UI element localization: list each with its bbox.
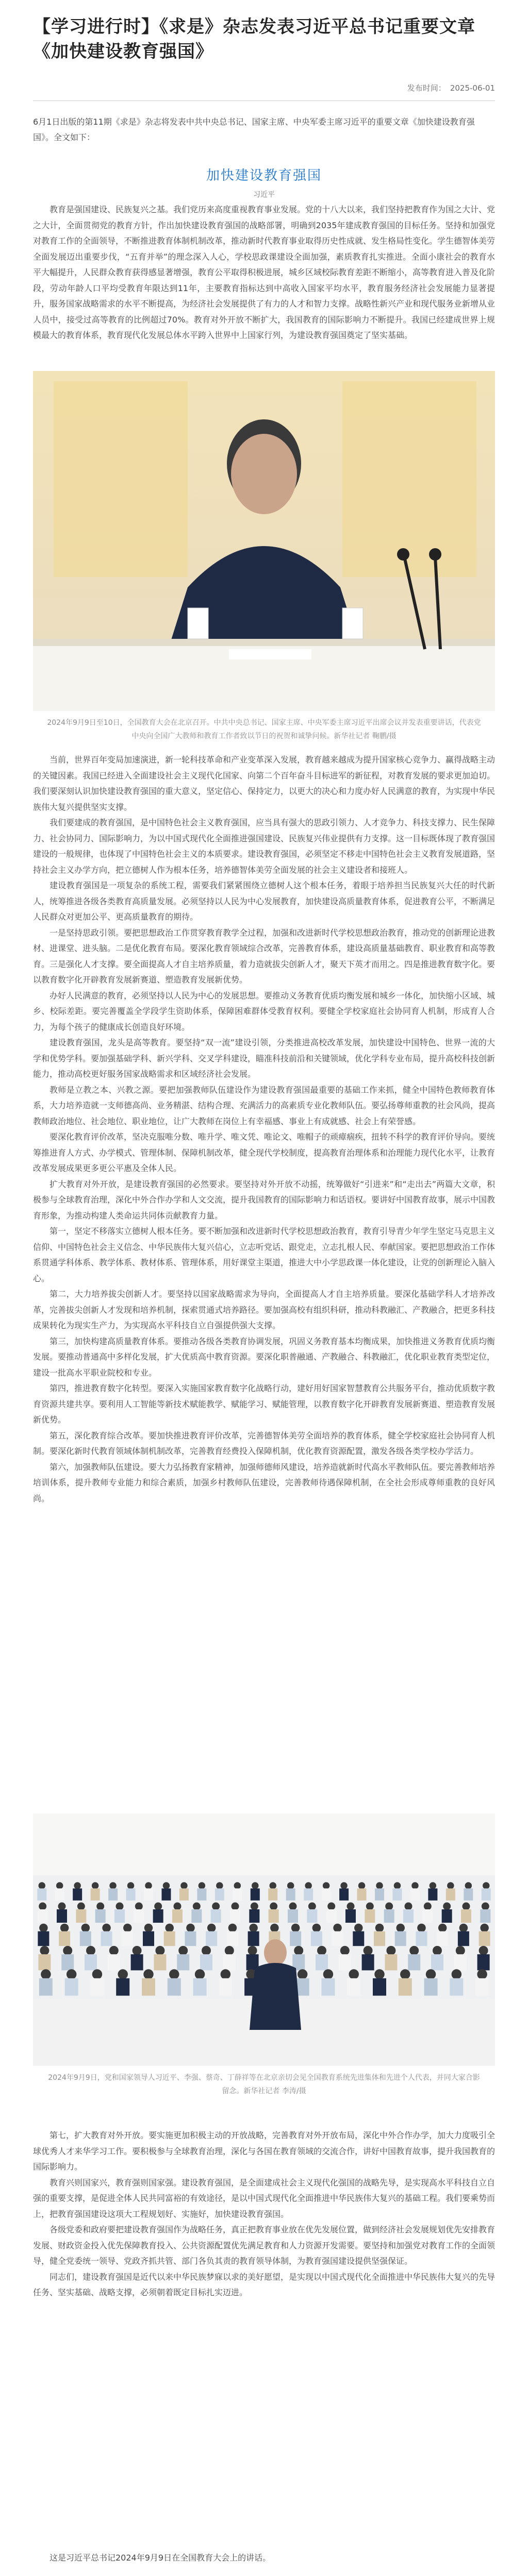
body-paragraph: 我们要建成的教育强国，是中国特色社会主义教育强国，应当具有强大的思政引领力、人才竞争力、科技支撑力、民生保障力、社会协同力、国际影响力，为以中国式现代化全面推进强国建设、民族复兴伟业提供有力支撑。这一目标既体现了教育强国建设的一般规律，也体现了中国特色社会主义的本质要求。建设教育强国，必须坚定不移走中国特色社会主义教育发展道路，坚持社会主义办学方向，把立德树人作为根本任务，培养德智体美劳全面发展的社会主义建设者和接班人。 — [33, 818, 496, 875]
body-paragraph: 扩大教育对外开放，是建设教育强国的必然要求。要坚持对外开放不动摇，统筹做好“引进来”和“走出去”两篇大文章，积极参与全球教育治理，深化中外合作办学和人文交流，提升我国教育的国际影响力和话语权。要讲好中国教育故事，展示中国教育形象，为推动构建人类命运共同体贡献教育力量。 — [33, 1179, 496, 1221]
footer-note: 这是习近平总书记2024年9月9日在全国教育大会上的讲话。 — [50, 2553, 271, 2563]
body-paragraph: 一是坚持思政引领。要把思想政治工作贯穿教育教学全过程，加强和改进新时代学校思想政治教育，推动党的创新理论进教材、进课堂、进头脑。二是优化教育布局。要深化教育领域综合改革，完善教育体系，建设高质量基础教育、职业教育和高等教育。三是强化人才支撑。要全面提高人才自主培养质量，着力造就拔尖创新人才，聚天下英才而用之。四是推进教育数字化。要以教育数字化开辟教育发展新赛道、塑造教育发展新优势。 — [33, 927, 496, 985]
body-paragraph: 第一，坚定不移落实立德树人根本任务。要不断加强和改进新时代学校思想政治教育，教育引导青少年学生坚定马克思主义信仰、中国特色社会主义信念、中华民族伟大复兴信心，立志听党话、跟党走，立志扎根人民、奉献国家。要把思想政治工作体系贯通学科体系、教学体系、教材体系、管理体系，用好课堂主渠道，推进大中小学思政课一体化建设，让党的创新理论入脑入心。 — [33, 1226, 496, 1283]
body-section-3 — [33, 2128, 495, 2301]
article-author: 习近平 — [253, 191, 275, 199]
photo-1-block — [33, 371, 495, 743]
photo-2-caption: 2024年9月9日，党和国家领导人习近平、李强、蔡奇、丁薛祥等在北京亲切会见全国教育系统先进集体和先进个人代表，并同大家合影留念。新华社记者 李涛/摄 — [48, 2074, 480, 2095]
publish-meta — [33, 82, 495, 93]
body-paragraph: 教育兴则国家兴，教育强则国家强。建设教育强国，是全面建成社会主义现代化强国的战略先导，是实现高水平科技自立自强的重要支撑，是促进全体人民共同富裕的有效途径，是以中国式现代化全面推进中华民族伟大复兴的基础工程。我们要乘势而上，把教育强国建设这项大工程规划好、实施好，加快建设教育强国。 — [33, 2177, 496, 2219]
photo-1-image — [33, 371, 495, 711]
photo-1 — [33, 371, 495, 711]
body-section-2 — [33, 752, 495, 1506]
body-paragraph: 第二，大力培养拔尖创新人才。要坚持以国家战略需求为导向，全面提高人才自主培养质量。要深化基础学科人才培养改革，完善拔尖创新人才发现和培养机制，探索贯通式培养路径。要加强高校有组织科研，推动科教融汇、产教融合，把更多科技成果转化为现实生产力，为实现高水平科技自立自强提供强大支撑。 — [33, 1289, 496, 1330]
body-section-1 — [33, 202, 495, 344]
body-paragraph: 各级党委和政府要把建设教育强国作为战略任务，真正把教育事业放在优先发展位置，做到经济社会发展规划优先安排教育发展、财政资金投入优先保障教育投入、公共资源配置优先满足教育和人力资源开发需要。要坚持和加强党对教育工作的全面领导，健全党委统一领导、党政齐抓共管、部门各负其责的教育领导体制，为教育强国建设提供坚强保证。 — [33, 2225, 496, 2266]
photo-2-image — [33, 1814, 495, 2066]
body-paragraph: 第七，扩大教育对外开放。要实施更加积极主动的开放战略，完善教育对外开放布局，深化中外合作办学，加大力度吸引全球优秀人才来华学习工作。要积极参与全球教育治理，深化与各国在教育领域的交流合作，讲好中国教育故事，提升我国教育的国际影响力。 — [33, 2130, 496, 2172]
body-paragraph: 要深化教育评价改革，坚决克服唯分数、唯升学、唯文凭、唯论文、唯帽子的顽瘴痼疾，扭转不科学的教育评价导向。要统筹推进育人方式、办学模式、管理体制、保障机制改革，健全现代学校制度，提高教育治理体系和治理能力现代化水平，让教育改革发展成果更多更公平惠及全体人民。 — [33, 1132, 496, 1173]
article-title: 加快建设教育强国 — [206, 168, 322, 183]
body-paragraph: 第五，深化教育综合改革。要加快推进教育评价改革，完善德智体美劳全面培养的教育体系，健全学校家庭社会协同育人机制。要深化新时代教育领域体制机制改革，完善教育经费投入保障机制，优化教育资源配置，激发各级各类学校办学活力。 — [33, 1430, 496, 1456]
article-footer — [33, 2550, 495, 2576]
body-paragraph: 教师是立教之本、兴教之源。要把加强教师队伍建设作为建设教育强国最重要的基础工作来抓，健全中国特色教师教育体系，大力培养造就一支师德高尚、业务精湛、结构合理、充满活力的高素质专业化教师队伍。要弘扬尊师重教的社会风尚，提高教师政治地位、社会地位、职业地位，让广大教师在岗位上有幸福感、事业上有成就感、社会上有荣誉感。 — [33, 1084, 496, 1126]
publish-label: 发布时间： — [407, 83, 446, 93]
lead-paragraph: 6月1日出版的第11期《求是》杂志将发表中共中央总书记、国家主席、中央军委主席习近平的重要文章《加快建设教育强国》。全文如下： — [33, 117, 475, 142]
body-paragraph: 当前，世界百年变局加速演进，新一轮科技革命和产业变革深入发展，教育越来越成为提升国家核心竞争力、赢得战略主动的关键因素。我国已经进入全面建设社会主义现代化国家、向第二个百年奋斗目标进军的新征程，对教育发展的要求更加迫切。我们要深刻认识加快建设教育强国的重大意义，坚定信心、保持定力，以更大的决心和力度办好人民满意的教育，为实现中华民族伟大复兴提供坚实支撑。 — [33, 755, 496, 812]
body-paragraph: 第三，加快构建高质量教育体系。要推动各级各类教育协调发展，巩固义务教育基本均衡成果，加快推进义务教育优质均衡发展。要推动普通高中多样化发展，扩大优质高中教育资源。要深化职普融通、产教融合、科教融汇，优化职业教育类型定位，建设一批高水平职业院校和专业。 — [33, 1336, 496, 1378]
photo-2 — [33, 1814, 495, 2066]
body-paragraph: 建设教育强国是一项复杂的系统工程，需要我们紧紧围绕立德树人这个根本任务，着眼于培养担当民族复兴大任的时代新人，统筹推进各级各类教育高质量发展。必须坚持以人民为中心发展教育，加快建设高质量教育体系，促进教育公平，不断满足人民群众对更加公平、更高质量教育的期待。 — [33, 880, 496, 922]
body-paragraph: 教育是强国建设、民族复兴之基。我们党历来高度重视教育事业发展。党的十八大以来，我们坚持把教育作为国之大计、党之大计，全面贯彻党的教育方针，作出加快建设教育强国的战略部署，明确到2035年建成教育强国的目标任务。坚持和加强党对教育工作的全面领导，不断推进教育体制机制改革，推动新时代教育事业取得历史性成就、发生格局性变化。学生德智体美劳全面发展迈出重要步伐，“五育并举”的理念深入人心，学校思政课建设全面加强，素质教育扎实推进。全面小康社会的教育水平大幅提升，人民群众教育获得感显著增强，教育公平取得积极进展，城乡区域校际教育差距不断缩小，高等教育进入普及化阶段，劳动年龄人口平均受教育年限达到11年，主要教育指标达到中高收入国家平均水平，教育服务经济社会发展能力显著提升，服务国家战略需求的水平不断提高，为经济社会发展提供了有力的人才和智力支撑。战略性新兴产业和现代服务业新增从业人员中，接受过高等教育的比例超过70%。教育对外开放不断扩大，我国教育的国际影响力不断提升。我国已经建成世界上规模最大的教育体系，教育现代化发展总体水平跨入世界中上国家行列，为建设教育强国奠定了坚实基础。 — [33, 205, 496, 340]
publish-date: 2025-06-01 — [450, 83, 495, 93]
body-paragraph: 同志们，建设教育强国是近代以来中华民族梦寐以求的美好愿望，是实现以中国式现代化全面推进中华民族伟大复兴的先导任务、坚实基础、战略支撑，必须朝着既定目标扎实迈进。 — [33, 2272, 496, 2297]
page-headline: 【学习进行时】《求是》杂志发表习近平总书记重要文章《加快建设教育强国》 — [33, 16, 475, 62]
photo-1-caption: 2024年9月9日至10日，全国教育大会在北京召开。中共中央总书记、国家主席、中央军委主席习近平出席会议并发表重要讲话，代表党中央向全国广大教师和教育工作者致以节日的祝贺和诚挚问候。新华社记者 鞠鹏/摄 — [47, 719, 481, 740]
body-paragraph: 第六，加强教师队伍建设。要大力弘扬教育家精神，加强师德师风建设，培养造就新时代高水平教师队伍。要完善教师培养培训体系，提升教师专业能力和综合素质，加强乡村教师队伍建设，完善教师待遇保障机制，在全社会形成尊师重教的良好风尚。 — [33, 1462, 496, 1503]
body-paragraph: 建设教育强国，龙头是高等教育。要坚持“双一流”建设引领，分类推进高校改革发展，加快建设中国特色、世界一流的大学和优势学科。要加强基础学科、新兴学科、交叉学科建设，瞄准科技前沿和关键领域，优化学科专业布局，提升高校科技创新能力，推动高校更好服务国家战略需求和区域经济社会发展。 — [33, 1038, 496, 1079]
photo-2-block — [33, 1814, 495, 2098]
body-paragraph: 办好人民满意的教育，必须坚持以人民为中心的发展思想。要推动义务教育优质均衡发展和城乡一体化，加快缩小区域、城乡、校际差距。要完善覆盖全学段学生资助体系，保障困难群体受教育权利。要健全学校家庭社会协同育人机制，形成育人合力，为每个孩子的健康成长创造良好环境。 — [33, 990, 496, 1032]
header-divider — [33, 100, 495, 101]
body-paragraph: 第四，推进教育数字化转型。要深入实施国家教育数字化战略行动，建好用好国家智慧教育公共服务平台，推动优质数字教育资源共建共享。要利用人工智能等新技术赋能教学、赋能学习、赋能管理，以教育数字化开辟教育发展新赛道、塑造教育发展新优势。 — [33, 1383, 496, 1425]
